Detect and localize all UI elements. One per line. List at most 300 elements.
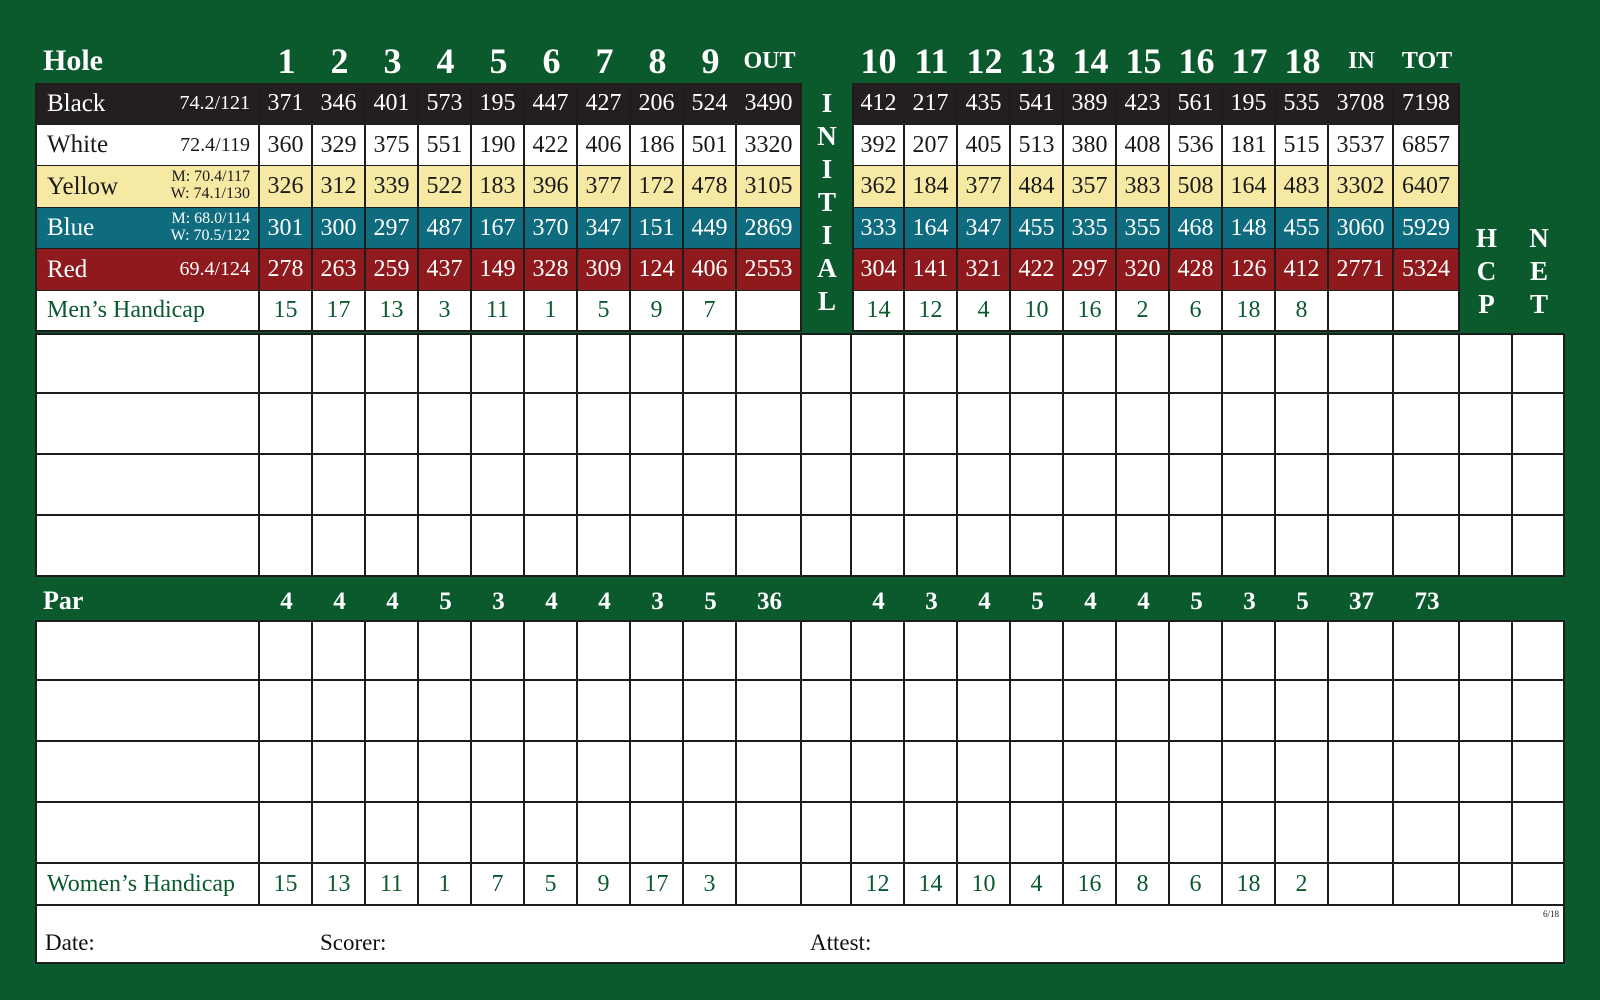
womens-score-cell[interactable] bbox=[905, 620, 958, 681]
mens-score-cell[interactable] bbox=[35, 394, 260, 455]
mens-score-cell[interactable] bbox=[852, 394, 905, 455]
out-total: 3320 bbox=[737, 125, 802, 167]
womens-score-cell[interactable] bbox=[1460, 620, 1513, 681]
womens-score-cell[interactable] bbox=[1276, 681, 1329, 742]
womens-score-cell[interactable] bbox=[525, 803, 578, 864]
womens-score-cell[interactable] bbox=[260, 803, 313, 864]
tot-total: 7198 bbox=[1394, 83, 1460, 125]
mens-score-cell[interactable] bbox=[1011, 394, 1064, 455]
mens-score-cell[interactable] bbox=[905, 394, 958, 455]
womens-score-cell[interactable] bbox=[1329, 620, 1394, 681]
par-cell: 5 bbox=[704, 587, 717, 615]
womens-score-cell[interactable] bbox=[1513, 620, 1565, 681]
womens-score-cell[interactable] bbox=[472, 681, 525, 742]
womens-score-cell[interactable] bbox=[578, 681, 631, 742]
womens-score-cell[interactable] bbox=[905, 803, 958, 864]
yardage-cell: 304 bbox=[852, 249, 905, 291]
womens-score-cell[interactable] bbox=[472, 803, 525, 864]
womens-score-cell[interactable] bbox=[419, 620, 472, 681]
yardage-cell: 217 bbox=[905, 83, 958, 125]
yardage-cell: 447 bbox=[525, 83, 578, 125]
yardage-cell: 406 bbox=[684, 249, 737, 291]
mens-score-cell[interactable] bbox=[35, 333, 260, 394]
mens-score-cell[interactable] bbox=[366, 394, 419, 455]
mens-score-cell[interactable] bbox=[1276, 333, 1329, 394]
mens-score-cell[interactable] bbox=[366, 455, 419, 516]
tee-red-label bbox=[35, 249, 260, 291]
womens-score-cell[interactable] bbox=[260, 742, 313, 803]
womens-score-cell[interactable] bbox=[1064, 803, 1117, 864]
date-field[interactable] bbox=[135, 924, 315, 960]
rating-line: M: 68.0/114 bbox=[171, 209, 250, 227]
womens-score-cell[interactable] bbox=[1170, 681, 1223, 742]
womens-score-cell[interactable] bbox=[1117, 742, 1170, 803]
womens-score-cell[interactable] bbox=[1394, 681, 1460, 742]
yardage-cell: 329 bbox=[313, 125, 366, 167]
par-cell: 5 bbox=[1031, 587, 1044, 615]
mens-score-cell[interactable] bbox=[802, 394, 852, 455]
womens-score-cell[interactable] bbox=[1394, 742, 1460, 803]
mens-score-cell[interactable] bbox=[1170, 455, 1223, 516]
yardage-cell: 151 bbox=[631, 208, 684, 250]
mens-score-cell[interactable] bbox=[958, 333, 1011, 394]
scorer-field[interactable] bbox=[420, 924, 800, 960]
womens-score-cell[interactable] bbox=[631, 742, 684, 803]
womens-score-cell[interactable] bbox=[1460, 681, 1513, 742]
mens-score-cell[interactable] bbox=[260, 394, 313, 455]
mens-score-cell[interactable] bbox=[35, 455, 260, 516]
tee-black-label bbox=[35, 83, 260, 125]
womens-score-cell[interactable] bbox=[802, 742, 852, 803]
womens-score-cell[interactable] bbox=[1276, 742, 1329, 803]
mens-score-cell[interactable] bbox=[1064, 333, 1117, 394]
womens-score-cell[interactable] bbox=[631, 681, 684, 742]
yardage-cell: 149 bbox=[472, 249, 525, 291]
womens-score-cell[interactable] bbox=[1064, 742, 1117, 803]
yardage-cell: 164 bbox=[1223, 166, 1276, 208]
womens-score-cell[interactable] bbox=[684, 742, 737, 803]
mens-score-cell[interactable] bbox=[1117, 394, 1170, 455]
womens-score-cell[interactable] bbox=[1460, 742, 1513, 803]
yardage-cell: 321 bbox=[958, 249, 1011, 291]
yardage-cell: 422 bbox=[1011, 249, 1064, 291]
womens-score-cell[interactable] bbox=[578, 620, 631, 681]
hole-number-2: 2 bbox=[330, 41, 349, 81]
mens-score-cell[interactable] bbox=[684, 394, 737, 455]
womens-hcp-cell: 15 bbox=[260, 864, 313, 906]
mens-score-cell[interactable] bbox=[852, 333, 905, 394]
womens-score-cell[interactable] bbox=[958, 742, 1011, 803]
mens-score-cell[interactable] bbox=[313, 394, 366, 455]
womens-hcp-cell: 16 bbox=[1064, 864, 1117, 906]
womens-score-cell[interactable] bbox=[525, 620, 578, 681]
womens-score-cell[interactable] bbox=[1170, 620, 1223, 681]
womens-score-cell[interactable] bbox=[313, 803, 366, 864]
mens-score-cell[interactable] bbox=[1117, 455, 1170, 516]
mens-hcp-cell: 6 bbox=[1170, 291, 1223, 332]
mens-score-cell[interactable] bbox=[313, 333, 366, 394]
in-total: 2771 bbox=[1329, 249, 1394, 291]
mens-score-cell[interactable] bbox=[737, 516, 802, 577]
mens-score-cell[interactable] bbox=[1513, 455, 1565, 516]
yardage-cell: 535 bbox=[1276, 83, 1329, 125]
womens-score-cell[interactable] bbox=[1117, 681, 1170, 742]
yardage-cell: 320 bbox=[1117, 249, 1170, 291]
mens-score-cell[interactable] bbox=[260, 455, 313, 516]
mens-score-cell[interactable] bbox=[313, 516, 366, 577]
womens-score-cell[interactable] bbox=[366, 620, 419, 681]
womens-score-cell[interactable] bbox=[631, 803, 684, 864]
mens-score-cell[interactable] bbox=[525, 333, 578, 394]
hole-number-3: 3 bbox=[383, 41, 402, 81]
mens-hcp-cell: 15 bbox=[260, 291, 313, 332]
womens-score-cell[interactable] bbox=[852, 681, 905, 742]
mens-score-cell[interactable] bbox=[684, 333, 737, 394]
mens-score-cell[interactable] bbox=[958, 516, 1011, 577]
womens-score-cell[interactable] bbox=[737, 742, 802, 803]
womens-score-cell[interactable] bbox=[802, 803, 852, 864]
hole-number-1: 1 bbox=[277, 41, 296, 81]
womens-score-cell[interactable] bbox=[313, 620, 366, 681]
rating-line: 72.4/119 bbox=[180, 133, 250, 156]
womens-score-cell[interactable] bbox=[366, 681, 419, 742]
mens-score-cell[interactable] bbox=[1064, 455, 1117, 516]
mens-score-cell[interactable] bbox=[737, 394, 802, 455]
mens-score-cell[interactable] bbox=[958, 455, 1011, 516]
womens-score-cell[interactable] bbox=[1064, 681, 1117, 742]
mens-score-cell[interactable] bbox=[1329, 394, 1394, 455]
womens-score-cell[interactable] bbox=[313, 681, 366, 742]
par-cell: 4 bbox=[872, 587, 885, 615]
initial-letter: T bbox=[817, 187, 836, 217]
womens-score-cell[interactable] bbox=[1223, 620, 1276, 681]
mens-score-cell[interactable] bbox=[578, 455, 631, 516]
womens-score-cell[interactable] bbox=[1011, 803, 1064, 864]
womens-score-cell[interactable] bbox=[35, 803, 260, 864]
hcp-letter: P bbox=[1478, 289, 1495, 319]
mens-score-cell[interactable] bbox=[1011, 333, 1064, 394]
yardage-cell: 370 bbox=[525, 208, 578, 250]
mens-score-cell[interactable] bbox=[1064, 394, 1117, 455]
mens-score-cell[interactable] bbox=[1513, 333, 1565, 394]
mens-hcp-cell: 16 bbox=[1064, 291, 1117, 332]
womens-score-cell[interactable] bbox=[802, 681, 852, 742]
mens-score-cell[interactable] bbox=[1223, 516, 1276, 577]
womens-score-cell[interactable] bbox=[35, 620, 260, 681]
womens-score-cell[interactable] bbox=[525, 742, 578, 803]
womens-score-cell[interactable] bbox=[1170, 742, 1223, 803]
hole-number-14: 14 bbox=[1072, 41, 1109, 81]
mens-score-cell[interactable] bbox=[958, 394, 1011, 455]
mens-score-cell[interactable] bbox=[366, 516, 419, 577]
yardage-cell: 408 bbox=[1117, 125, 1170, 167]
womens-score-cell[interactable] bbox=[1117, 620, 1170, 681]
womens-score-cell[interactable] bbox=[1223, 681, 1276, 742]
womens-score-cell[interactable] bbox=[578, 742, 631, 803]
yardage-cell: 297 bbox=[366, 208, 419, 250]
womens-score-cell[interactable] bbox=[958, 681, 1011, 742]
womens-hcp-cell: 3 bbox=[684, 864, 737, 906]
womens-hcp-cell: 17 bbox=[631, 864, 684, 906]
in-total: 3708 bbox=[1329, 83, 1394, 125]
womens-score-cell[interactable] bbox=[905, 681, 958, 742]
womens-score-cell[interactable] bbox=[737, 803, 802, 864]
mens-score-cell[interactable] bbox=[1276, 394, 1329, 455]
mens-hcp-in-blank bbox=[1329, 291, 1394, 332]
womens-score-cell[interactable] bbox=[1064, 620, 1117, 681]
womens-score-cell[interactable] bbox=[1513, 803, 1565, 864]
yardage-cell: 406 bbox=[578, 125, 631, 167]
mens-score-cell[interactable] bbox=[1223, 455, 1276, 516]
womens-score-cell[interactable] bbox=[1011, 681, 1064, 742]
womens-hcp-net-blank bbox=[1513, 864, 1565, 906]
scorer-label: Scorer: bbox=[320, 929, 387, 955]
yardage-cell: 124 bbox=[631, 249, 684, 291]
womens-score-cell[interactable] bbox=[472, 620, 525, 681]
womens-score-cell[interactable] bbox=[419, 742, 472, 803]
mens-score-cell[interactable] bbox=[684, 516, 737, 577]
mens-score-cell[interactable] bbox=[852, 455, 905, 516]
mens-score-cell[interactable] bbox=[1329, 455, 1394, 516]
mens-score-cell[interactable] bbox=[419, 455, 472, 516]
womens-score-cell[interactable] bbox=[1223, 742, 1276, 803]
mens-score-cell[interactable] bbox=[1460, 394, 1513, 455]
yardage-cell: 167 bbox=[472, 208, 525, 250]
yardage-cell: 328 bbox=[525, 249, 578, 291]
mens-score-cell[interactable] bbox=[1394, 333, 1460, 394]
womens-score-cell[interactable] bbox=[1394, 620, 1460, 681]
yardage-cell: 195 bbox=[1223, 83, 1276, 125]
womens-score-cell[interactable] bbox=[802, 620, 852, 681]
mens-hcp-out-blank bbox=[737, 291, 802, 332]
womens-score-cell[interactable] bbox=[1011, 742, 1064, 803]
mens-score-cell[interactable] bbox=[631, 333, 684, 394]
in-total: 3302 bbox=[1329, 166, 1394, 208]
womens-hcp-cell: 11 bbox=[366, 864, 419, 906]
mens-score-cell[interactable] bbox=[1223, 394, 1276, 455]
womens-hcp-cell: 13 bbox=[313, 864, 366, 906]
womens-score-cell[interactable] bbox=[313, 742, 366, 803]
yardage-cell: 278 bbox=[260, 249, 313, 291]
yardage-cell: 513 bbox=[1011, 125, 1064, 167]
rating-line: W: 74.1/130 bbox=[170, 185, 250, 203]
mens-score-cell[interactable] bbox=[802, 455, 852, 516]
yardage-cell: 339 bbox=[366, 166, 419, 208]
par-cell: 3 bbox=[1243, 587, 1256, 615]
yardage-cell: 449 bbox=[684, 208, 737, 250]
mens-hcp-cell: 8 bbox=[1276, 291, 1329, 332]
womens-score-cell[interactable] bbox=[1276, 620, 1329, 681]
womens-score-cell[interactable] bbox=[737, 620, 802, 681]
mens-score-cell[interactable] bbox=[472, 333, 525, 394]
hcp-column-label bbox=[1460, 222, 1513, 332]
mens-score-cell[interactable] bbox=[1117, 516, 1170, 577]
womens-score-cell[interactable] bbox=[1276, 803, 1329, 864]
womens-score-cell[interactable] bbox=[905, 742, 958, 803]
mens-score-cell[interactable] bbox=[802, 333, 852, 394]
mens-score-cell[interactable] bbox=[905, 516, 958, 577]
mens-score-cell[interactable] bbox=[578, 394, 631, 455]
yardage-cell: 335 bbox=[1064, 208, 1117, 250]
mens-hcp-cell: 2 bbox=[1117, 291, 1170, 332]
mens-score-cell[interactable] bbox=[419, 333, 472, 394]
mens-score-cell[interactable] bbox=[419, 516, 472, 577]
mens-score-cell[interactable] bbox=[1064, 516, 1117, 577]
womens-score-cell[interactable] bbox=[1460, 803, 1513, 864]
par-cell: 4 bbox=[386, 587, 399, 615]
hole-number-6: 6 bbox=[542, 41, 561, 81]
print-code: 6/18 bbox=[1543, 909, 1560, 919]
mens-score-cell[interactable] bbox=[1329, 516, 1394, 577]
mens-score-cell[interactable] bbox=[1276, 455, 1329, 516]
mens-score-cell[interactable] bbox=[1329, 333, 1394, 394]
mens-score-cell[interactable] bbox=[260, 333, 313, 394]
mens-score-cell[interactable] bbox=[1460, 516, 1513, 577]
in-total: 3060 bbox=[1329, 208, 1394, 250]
mens-score-cell[interactable] bbox=[260, 516, 313, 577]
womens-hcp-hcp-blank bbox=[1460, 864, 1513, 906]
mens-score-cell[interactable] bbox=[472, 394, 525, 455]
mens-score-cell[interactable] bbox=[905, 455, 958, 516]
mens-score-cell[interactable] bbox=[737, 333, 802, 394]
mens-score-cell[interactable] bbox=[472, 516, 525, 577]
womens-score-cell[interactable] bbox=[852, 620, 905, 681]
mens-score-cell[interactable] bbox=[366, 333, 419, 394]
womens-score-cell[interactable] bbox=[366, 803, 419, 864]
mens-score-cell[interactable] bbox=[1394, 516, 1460, 577]
womens-score-cell[interactable] bbox=[1329, 681, 1394, 742]
mens-score-cell[interactable] bbox=[1513, 394, 1565, 455]
mens-score-cell[interactable] bbox=[631, 516, 684, 577]
mens-score-cell[interactable] bbox=[313, 455, 366, 516]
hole-number-10: 10 bbox=[860, 41, 897, 81]
womens-score-cell[interactable] bbox=[35, 742, 260, 803]
womens-score-cell[interactable] bbox=[1011, 620, 1064, 681]
yardage-cell: 428 bbox=[1170, 249, 1223, 291]
mens-score-cell[interactable] bbox=[905, 333, 958, 394]
womens-score-cell[interactable] bbox=[1513, 742, 1565, 803]
par-cell: 4 bbox=[333, 587, 346, 615]
mens-score-cell[interactable] bbox=[1011, 455, 1064, 516]
womens-score-cell[interactable] bbox=[684, 620, 737, 681]
womens-score-cell[interactable] bbox=[1329, 803, 1394, 864]
womens-score-cell[interactable] bbox=[958, 803, 1011, 864]
initial-letter: A bbox=[817, 253, 837, 283]
womens-score-cell[interactable] bbox=[958, 620, 1011, 681]
mens-score-cell[interactable] bbox=[631, 455, 684, 516]
womens-score-cell[interactable] bbox=[419, 803, 472, 864]
womens-score-cell[interactable] bbox=[472, 742, 525, 803]
womens-score-cell[interactable] bbox=[35, 681, 260, 742]
mens-score-cell[interactable] bbox=[802, 516, 852, 577]
mens-score-cell[interactable] bbox=[1011, 516, 1064, 577]
mens-score-cell[interactable] bbox=[1117, 333, 1170, 394]
womens-score-cell[interactable] bbox=[260, 681, 313, 742]
womens-hcp-cell: 1 bbox=[419, 864, 472, 906]
hole-number-13: 13 bbox=[1019, 41, 1056, 81]
womens-score-cell[interactable] bbox=[260, 620, 313, 681]
womens-score-cell[interactable] bbox=[1170, 803, 1223, 864]
mens-score-cell[interactable] bbox=[1170, 516, 1223, 577]
yardage-cell: 483 bbox=[1276, 166, 1329, 208]
tee-blue-label bbox=[35, 208, 260, 250]
tot-total: 6857 bbox=[1394, 125, 1460, 167]
womens-score-cell[interactable] bbox=[578, 803, 631, 864]
mens-score-cell[interactable] bbox=[852, 516, 905, 577]
mens-score-cell[interactable] bbox=[1170, 333, 1223, 394]
mens-score-cell[interactable] bbox=[1170, 394, 1223, 455]
attest-label: Attest: bbox=[810, 929, 872, 955]
yardage-cell: 478 bbox=[684, 166, 737, 208]
mens-score-cell[interactable] bbox=[525, 455, 578, 516]
mens-score-cell[interactable] bbox=[1276, 516, 1329, 577]
yardage-cell: 309 bbox=[578, 249, 631, 291]
initial-letter: I bbox=[821, 220, 833, 250]
mens-score-cell[interactable] bbox=[1394, 394, 1460, 455]
mens-score-cell[interactable] bbox=[525, 394, 578, 455]
mens-score-cell[interactable] bbox=[525, 516, 578, 577]
womens-score-cell[interactable] bbox=[1513, 681, 1565, 742]
yardage-cell: 522 bbox=[419, 166, 472, 208]
mens-score-cell[interactable] bbox=[1513, 516, 1565, 577]
hole-number-4: 4 bbox=[436, 41, 455, 81]
womens-hcp-out-blank bbox=[737, 864, 802, 906]
womens-score-cell[interactable] bbox=[366, 742, 419, 803]
womens-score-cell[interactable] bbox=[1394, 803, 1460, 864]
attest-field[interactable] bbox=[905, 924, 1545, 960]
yardage-cell: 455 bbox=[1276, 208, 1329, 250]
par-cell: 5 bbox=[439, 587, 452, 615]
mens-score-cell[interactable] bbox=[578, 333, 631, 394]
par-cell: 4 bbox=[598, 587, 611, 615]
tee-rating-slope bbox=[171, 208, 250, 249]
mens-score-cell[interactable] bbox=[737, 455, 802, 516]
womens-score-cell[interactable] bbox=[852, 803, 905, 864]
womens-score-cell[interactable] bbox=[631, 620, 684, 681]
mens-score-cell[interactable] bbox=[631, 394, 684, 455]
mens-score-cell[interactable] bbox=[684, 455, 737, 516]
womens-score-cell[interactable] bbox=[852, 742, 905, 803]
yardage-cell: 377 bbox=[958, 166, 1011, 208]
womens-score-cell[interactable] bbox=[1117, 803, 1170, 864]
mens-score-cell[interactable] bbox=[472, 455, 525, 516]
womens-score-cell[interactable] bbox=[684, 803, 737, 864]
hole-number-16: 16 bbox=[1178, 41, 1215, 81]
mens-score-cell[interactable] bbox=[578, 516, 631, 577]
mens-hcp-cell: 17 bbox=[313, 291, 366, 332]
womens-hcp-cell: 14 bbox=[905, 864, 958, 906]
mens-score-cell[interactable] bbox=[1460, 455, 1513, 516]
womens-score-cell[interactable] bbox=[684, 681, 737, 742]
mens-score-cell[interactable] bbox=[1460, 333, 1513, 394]
womens-hcp-cell: 2 bbox=[1276, 864, 1329, 906]
tot-label: TOT bbox=[1401, 48, 1453, 74]
mens-score-cell[interactable] bbox=[1223, 333, 1276, 394]
mens-score-cell[interactable] bbox=[35, 516, 260, 577]
womens-hcp-cell: 18 bbox=[1223, 864, 1276, 906]
mens-score-cell[interactable] bbox=[1394, 455, 1460, 516]
mens-score-cell[interactable] bbox=[419, 394, 472, 455]
womens-score-cell[interactable] bbox=[1223, 803, 1276, 864]
womens-score-cell[interactable] bbox=[1329, 742, 1394, 803]
womens-score-cell[interactable] bbox=[737, 681, 802, 742]
mens-handicap-label: Men’s Handicap bbox=[35, 291, 260, 332]
womens-score-cell[interactable] bbox=[419, 681, 472, 742]
mens-hcp-cell: 14 bbox=[852, 291, 905, 332]
hole-number-11: 11 bbox=[914, 41, 949, 81]
womens-score-cell[interactable] bbox=[525, 681, 578, 742]
out-label: OUT bbox=[743, 48, 796, 74]
